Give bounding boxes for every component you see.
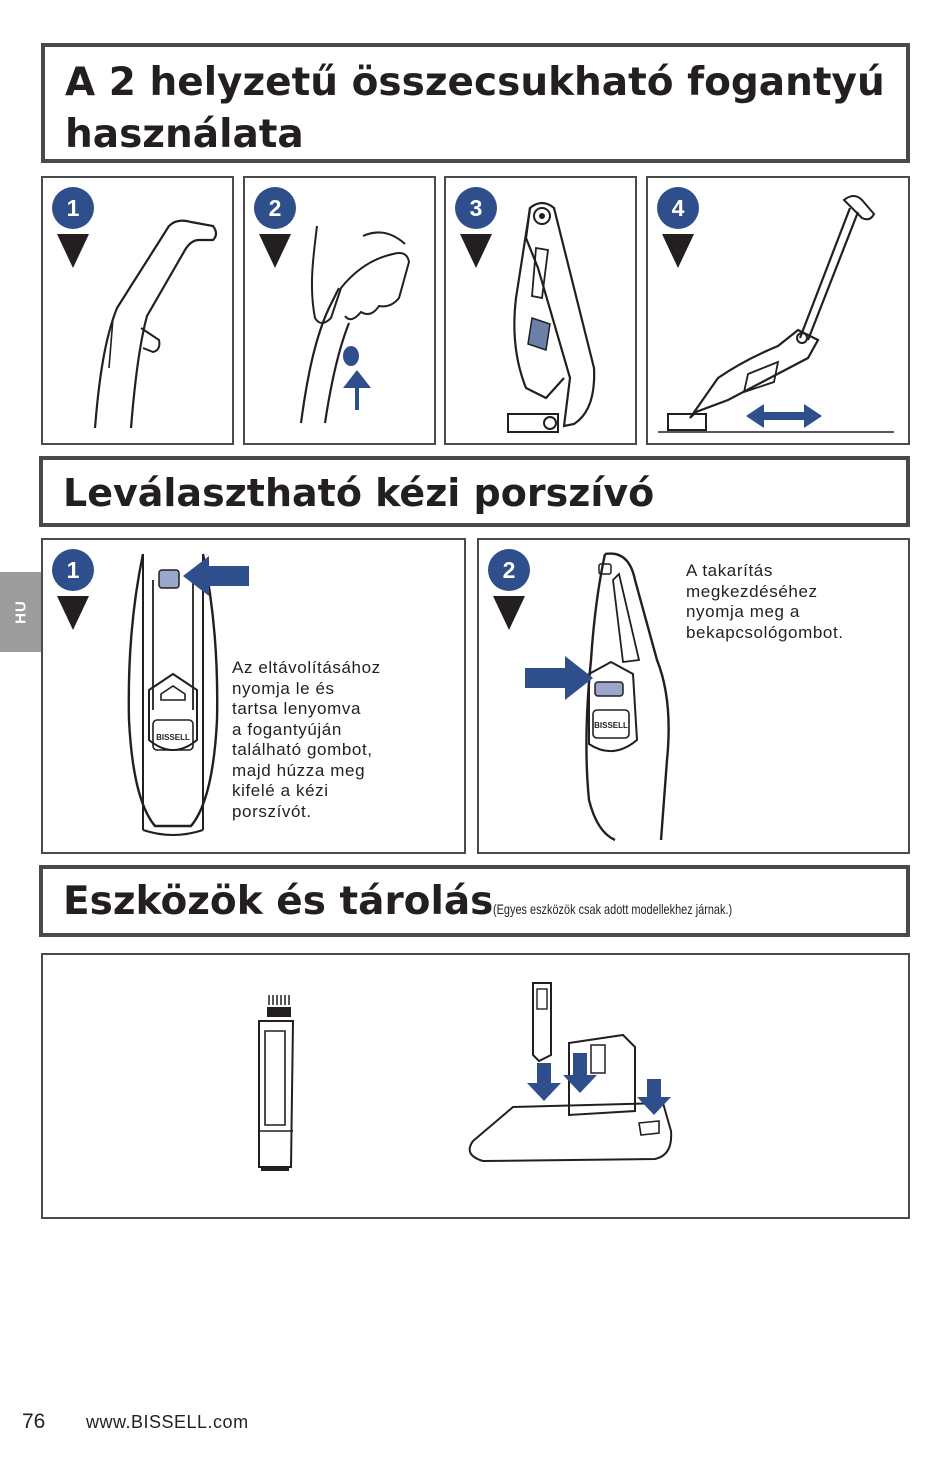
section-header-tools-storage [39, 865, 910, 937]
svg-text:2: 2 [502, 557, 516, 583]
svg-text:3: 3 [469, 195, 483, 221]
section-header-handheld [39, 456, 910, 527]
storage-caddy [470, 983, 672, 1161]
language-tab: HU [0, 572, 42, 652]
section-title-tools-storage: Eszközök és tárolás [63, 879, 494, 924]
detach-step-panel-2 [477, 538, 910, 854]
crevice-tool-illustration [43, 955, 910, 1219]
detach-step-panel-1 [41, 538, 466, 854]
brush-tool [259, 995, 293, 1171]
footer-website-link[interactable]: www.BISSELL.com [86, 1412, 249, 1432]
tools-storage-panel [41, 953, 910, 1219]
svg-text:BISSELL: BISSELL [594, 721, 628, 730]
svg-text:4: 4 [671, 195, 685, 221]
svg-text:2: 2 [268, 195, 282, 221]
detach-step-1-text: Az eltávolításához nyomja le és tartsa lenyomva a fogantyúján található gombot, majd húzza meg kifelé a kézi porszívót. [232, 658, 381, 821]
svg-text:1: 1 [66, 195, 80, 221]
svg-text:1: 1 [66, 557, 80, 583]
folded-vacuum-illustration [446, 178, 637, 445]
section-note-tools: (Egyes eszközök csak adott modellekhez járnak.) [493, 901, 733, 917]
handle-illustration [43, 178, 234, 445]
section-header-folding-handle [41, 43, 910, 163]
step-panel-1 [41, 176, 234, 445]
step-panel-2 [243, 176, 436, 445]
hand-pressing-button-illustration [245, 178, 436, 445]
section-title-handheld: Leválasztható kézi porszívó [63, 471, 655, 515]
svg-text:BISSELL: BISSELL [156, 733, 190, 742]
step-panel-4 [646, 176, 910, 445]
step-panel-3 [444, 176, 637, 445]
detach-step-2-text: A takarítás megkezdéséhez nyomja meg a bekapcsológombot. [686, 561, 844, 642]
vacuum-in-use-illustration [648, 178, 910, 445]
page-number: 76 [22, 1410, 46, 1433]
section-title-folding-handle: A 2 helyzetű összecsukható fogantyú használata [65, 60, 885, 157]
